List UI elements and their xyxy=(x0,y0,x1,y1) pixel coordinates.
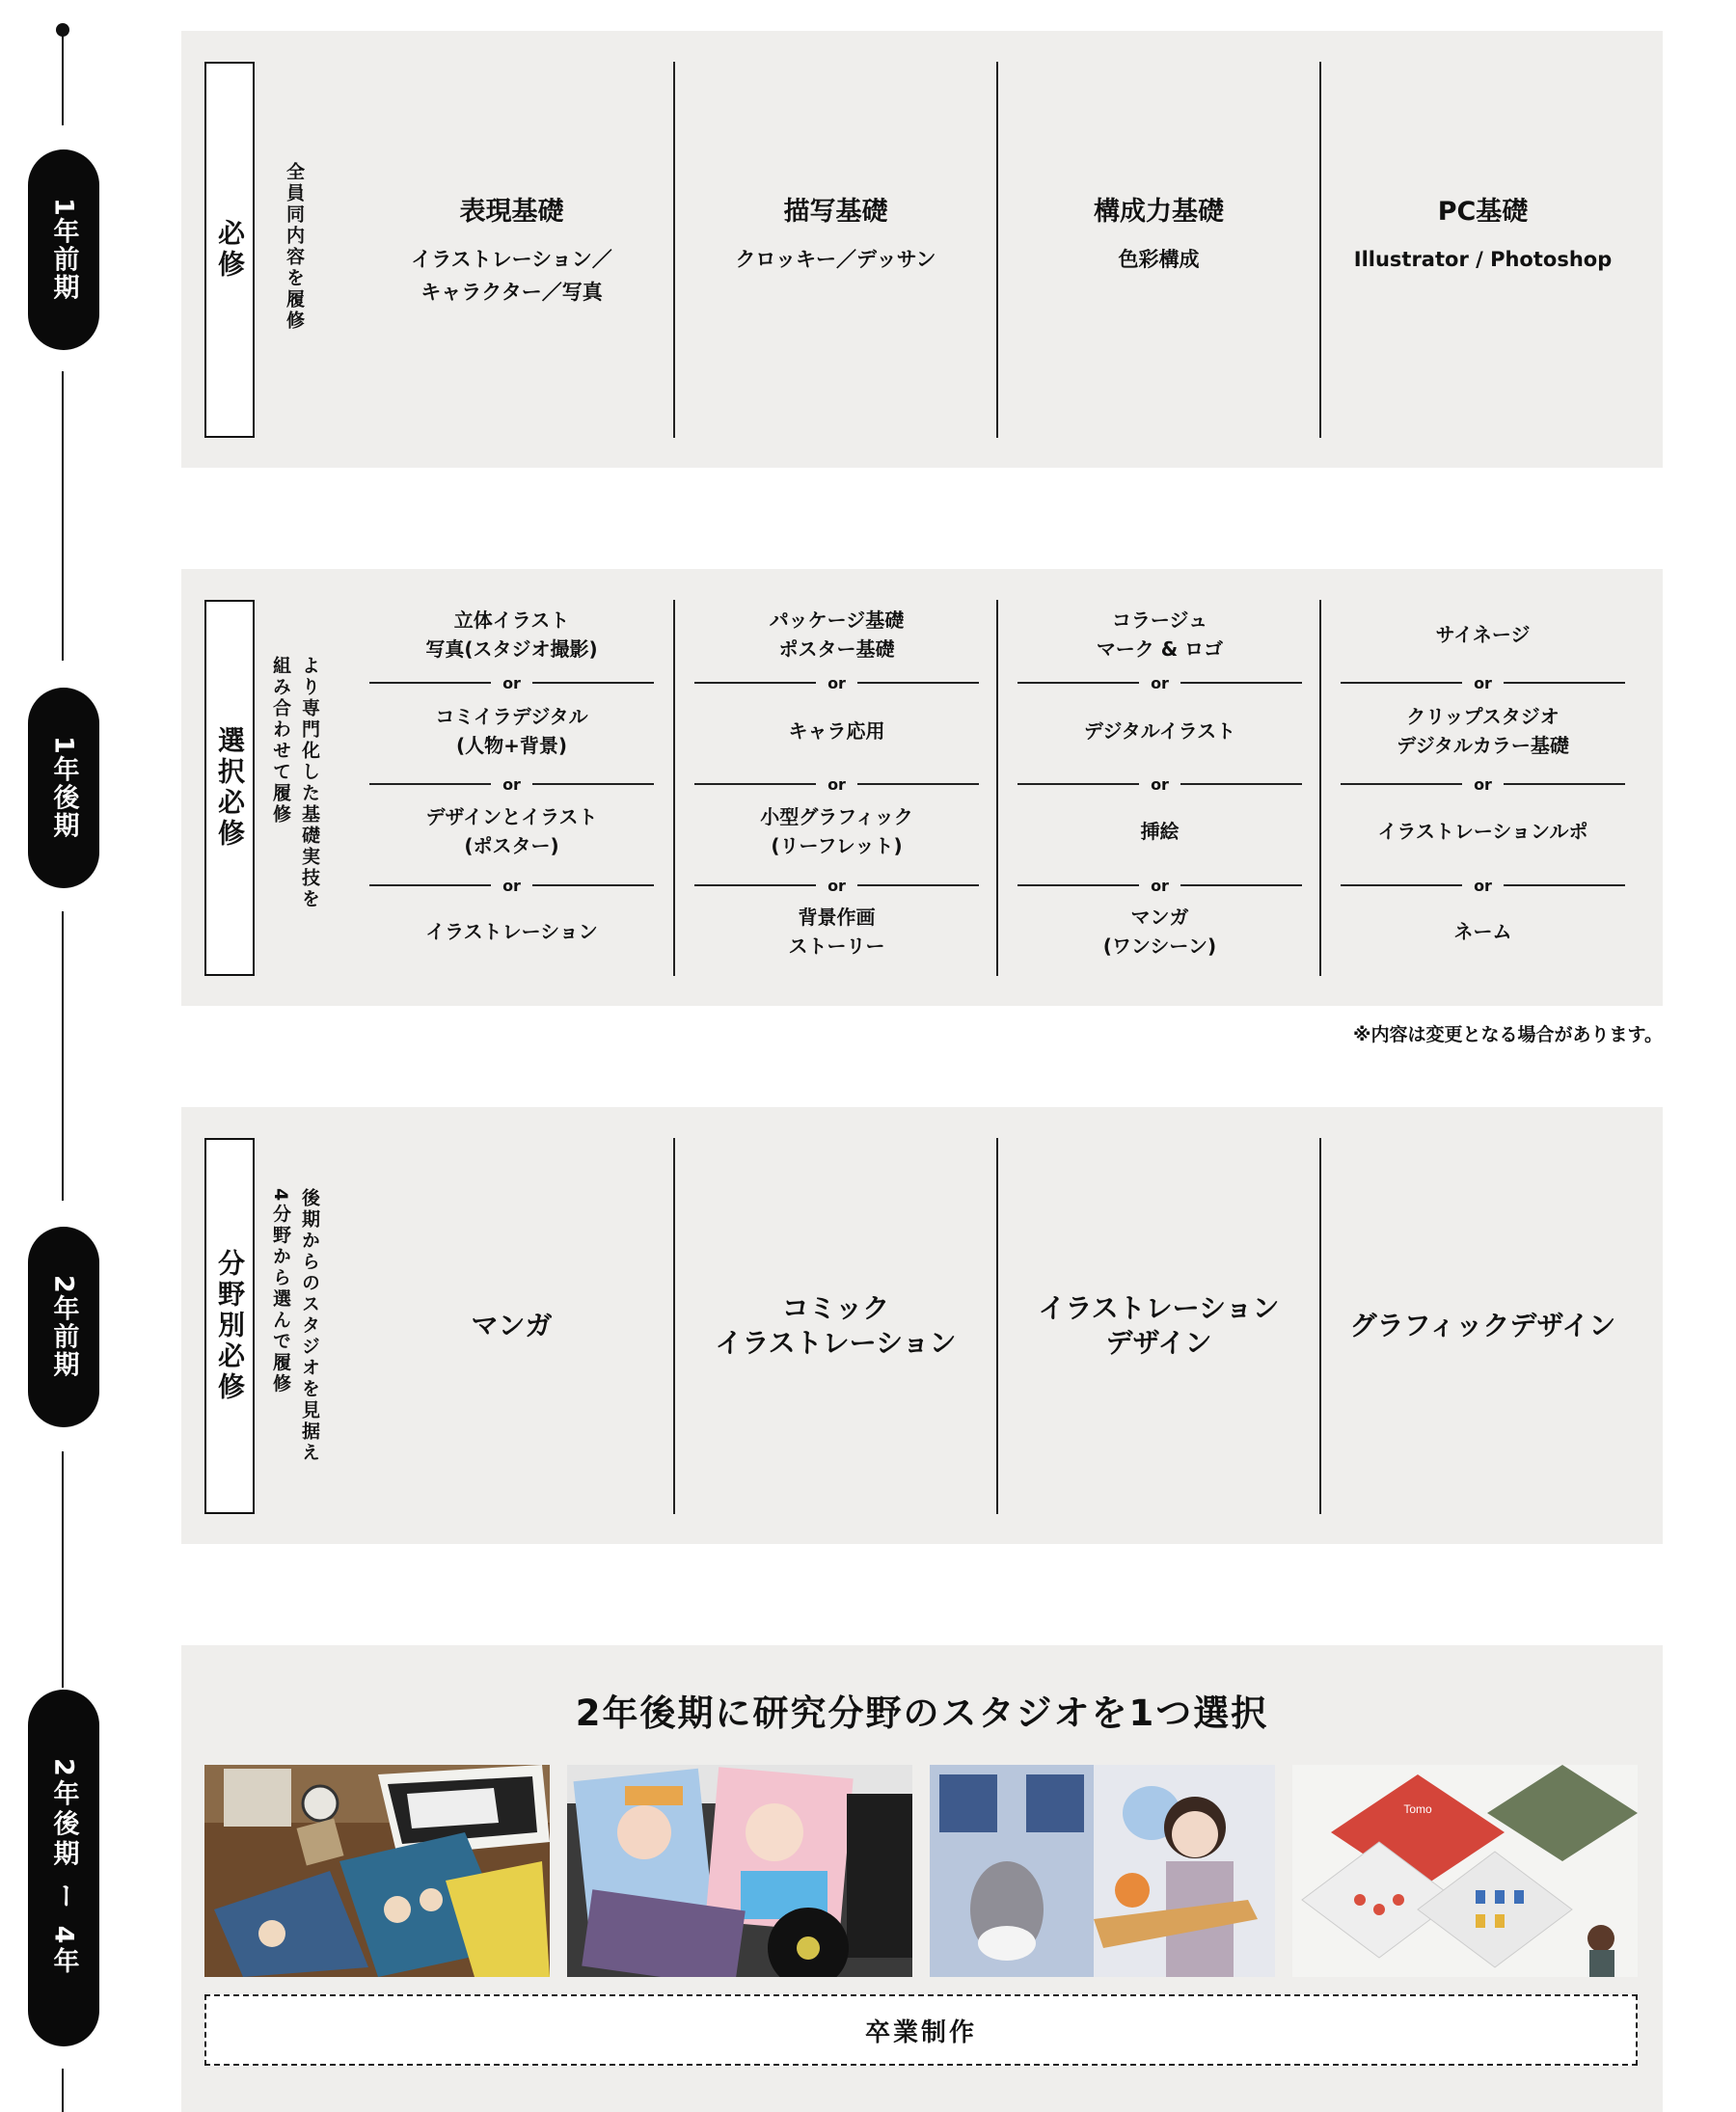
timeline-label: 2年後期 ー 4年 xyxy=(48,1758,79,1978)
or-label: or xyxy=(1151,673,1169,692)
field-label: 分野別必修 xyxy=(214,1249,246,1403)
studio-panel xyxy=(181,1645,1663,2112)
field-course-manga xyxy=(350,1138,673,1514)
divider-line xyxy=(532,884,654,886)
or-divider xyxy=(1341,876,1625,895)
elective-option: マンガ (ワンシーン) xyxy=(1102,906,1217,958)
or-label: or xyxy=(1151,774,1169,794)
timeline-line xyxy=(62,1451,64,1688)
poster-text: Tomo xyxy=(1403,1802,1432,1816)
required-course-pc xyxy=(1321,195,1644,276)
divider-line xyxy=(1341,682,1462,684)
or-divider xyxy=(369,774,654,794)
elective-option: サイネージ xyxy=(1435,623,1531,646)
elective-option: デザインとイラスト (ポスター) xyxy=(425,805,598,857)
or-divider xyxy=(694,673,979,692)
field-panel xyxy=(181,1107,1663,1544)
required-label-box xyxy=(204,62,255,438)
or-divider xyxy=(694,774,979,794)
or-label: or xyxy=(827,876,846,895)
divider-line xyxy=(1017,884,1139,886)
timeline-pill-year2-to-4 xyxy=(28,1690,99,2046)
timeline-label: 1年前期 xyxy=(48,198,79,302)
timeline-pill-year1-first xyxy=(28,149,99,350)
divider-line xyxy=(694,884,816,886)
required-panel xyxy=(181,31,1663,468)
or-divider xyxy=(1341,673,1625,692)
divider-line xyxy=(857,783,979,785)
elective-option: 小型グラフィック (リーフレット) xyxy=(760,805,913,857)
field-course-title: マンガ xyxy=(471,1310,553,1341)
elective-option: 立体イラスト 写真(スタジオ撮影) xyxy=(425,609,598,661)
column-divider xyxy=(673,600,675,976)
divider-line xyxy=(1017,783,1139,785)
required-course-expression xyxy=(350,195,673,309)
or-label: or xyxy=(502,673,521,692)
course-subtitle: イラストレーション／ キャラクター／写真 xyxy=(411,248,612,304)
elective-option: ネーム xyxy=(1453,920,1512,943)
or-label: or xyxy=(1474,876,1492,895)
course-subtitle: クロッキー／デッサン xyxy=(735,248,936,271)
divider-line xyxy=(532,783,654,785)
divider-line xyxy=(1017,682,1139,684)
required-note: 全員同内容を履修 xyxy=(284,162,305,332)
elective-option: デジタルイラスト xyxy=(1083,719,1236,743)
or-label: or xyxy=(1151,876,1169,895)
elective-label-box xyxy=(204,600,255,976)
column-divider xyxy=(1319,600,1321,976)
or-label: or xyxy=(827,673,846,692)
graduation-project-box xyxy=(204,1994,1638,2066)
divider-line xyxy=(1504,783,1625,785)
divider-line xyxy=(369,682,491,684)
photo-graphic-design-studio xyxy=(1292,1765,1638,1977)
divider-line xyxy=(1180,682,1302,684)
timeline-pill-year1-second xyxy=(28,688,99,888)
elective-column xyxy=(369,569,654,1006)
field-course-title: グラフィックデザイン xyxy=(1349,1310,1616,1341)
elective-column xyxy=(694,569,979,1006)
or-label: or xyxy=(1474,673,1492,692)
or-divider xyxy=(1017,774,1302,794)
elective-option: コミイラデジタル (人物+背景) xyxy=(435,705,588,757)
field-note: 後期からのスタジオを見据え 4分野から選んで履修 xyxy=(270,1188,320,1464)
elective-panel xyxy=(181,569,1663,1006)
divider-line xyxy=(857,884,979,886)
elective-option: パッケージ基礎 ポスター基礎 xyxy=(769,609,905,661)
studio-headline: 2年後期に研究分野のスタジオを1つ選択 xyxy=(575,1692,1269,1734)
divider-line xyxy=(857,682,979,684)
field-label-box xyxy=(204,1138,255,1514)
divider-line xyxy=(694,783,816,785)
elective-option: 背景作画 ストーリー xyxy=(788,906,885,958)
required-course-composition xyxy=(998,195,1319,276)
divider-line xyxy=(532,682,654,684)
course-title: 表現基礎 xyxy=(459,197,564,227)
timeline-label: 1年後期 xyxy=(48,736,79,840)
timeline-line xyxy=(62,371,64,661)
change-footnote: ※内容は変更となる場合があります。 xyxy=(1353,1024,1663,1045)
field-course-illustration xyxy=(998,1138,1319,1514)
timeline-line xyxy=(62,29,64,125)
elective-option: イラストレーションルポ xyxy=(1377,820,1588,843)
elective-option: コラージュ マーク & ロゴ xyxy=(1096,609,1224,661)
required-label: 必修 xyxy=(214,219,246,281)
field-course-graphic xyxy=(1321,1138,1644,1514)
photo-manga-studio xyxy=(204,1765,550,1977)
graduation-label: 卒業制作 xyxy=(864,2017,977,2047)
or-label: or xyxy=(1474,774,1492,794)
or-label: or xyxy=(502,774,521,794)
photo-illustration-design-studio xyxy=(930,1765,1275,1977)
elective-option: キャラ応用 xyxy=(788,719,885,743)
timeline-line xyxy=(62,2069,64,2112)
elective-option: クリップスタジオ デジタルカラー基礎 xyxy=(1397,705,1569,757)
divider-line xyxy=(369,884,491,886)
column-divider xyxy=(996,600,998,976)
or-divider xyxy=(694,876,979,895)
photo-comic-illustration-studio xyxy=(567,1765,912,1977)
course-title: 描写基礎 xyxy=(783,197,888,227)
course-title: PC基礎 xyxy=(1437,197,1529,227)
divider-line xyxy=(1341,783,1462,785)
timeline-label: 2年前期 xyxy=(48,1275,79,1379)
field-course-comic xyxy=(675,1138,996,1514)
elective-column xyxy=(1017,569,1302,1006)
elective-option: イラストレーション xyxy=(425,920,598,943)
divider-line xyxy=(1504,884,1625,886)
required-course-drawing xyxy=(675,195,996,276)
divider-line xyxy=(1504,682,1625,684)
divider-line xyxy=(1180,783,1302,785)
divider-line xyxy=(369,783,491,785)
elective-option: 挿絵 xyxy=(1140,820,1180,843)
divider-line xyxy=(1180,884,1302,886)
field-course-title: コミック イラストレーション xyxy=(715,1292,957,1359)
timeline-pill-year2-first xyxy=(28,1227,99,1427)
elective-column xyxy=(1341,569,1625,1006)
or-divider xyxy=(1017,673,1302,692)
or-divider xyxy=(1341,774,1625,794)
or-label: or xyxy=(827,774,846,794)
or-divider xyxy=(369,673,654,692)
or-divider xyxy=(369,876,654,895)
divider-line xyxy=(694,682,816,684)
timeline-line xyxy=(62,911,64,1201)
elective-note: より専門化した基礎実技を 組み合わせて履修 xyxy=(270,656,320,910)
course-subtitle: Illustrator / Photoshop xyxy=(1353,248,1613,271)
or-divider xyxy=(1017,876,1302,895)
course-title: 構成力基礎 xyxy=(1094,197,1224,227)
field-course-title: イラストレーション デザイン xyxy=(1038,1292,1280,1359)
divider-line xyxy=(1341,884,1462,886)
or-label: or xyxy=(502,876,521,895)
course-subtitle: 色彩構成 xyxy=(1118,248,1200,271)
elective-label: 選択必修 xyxy=(214,726,246,850)
